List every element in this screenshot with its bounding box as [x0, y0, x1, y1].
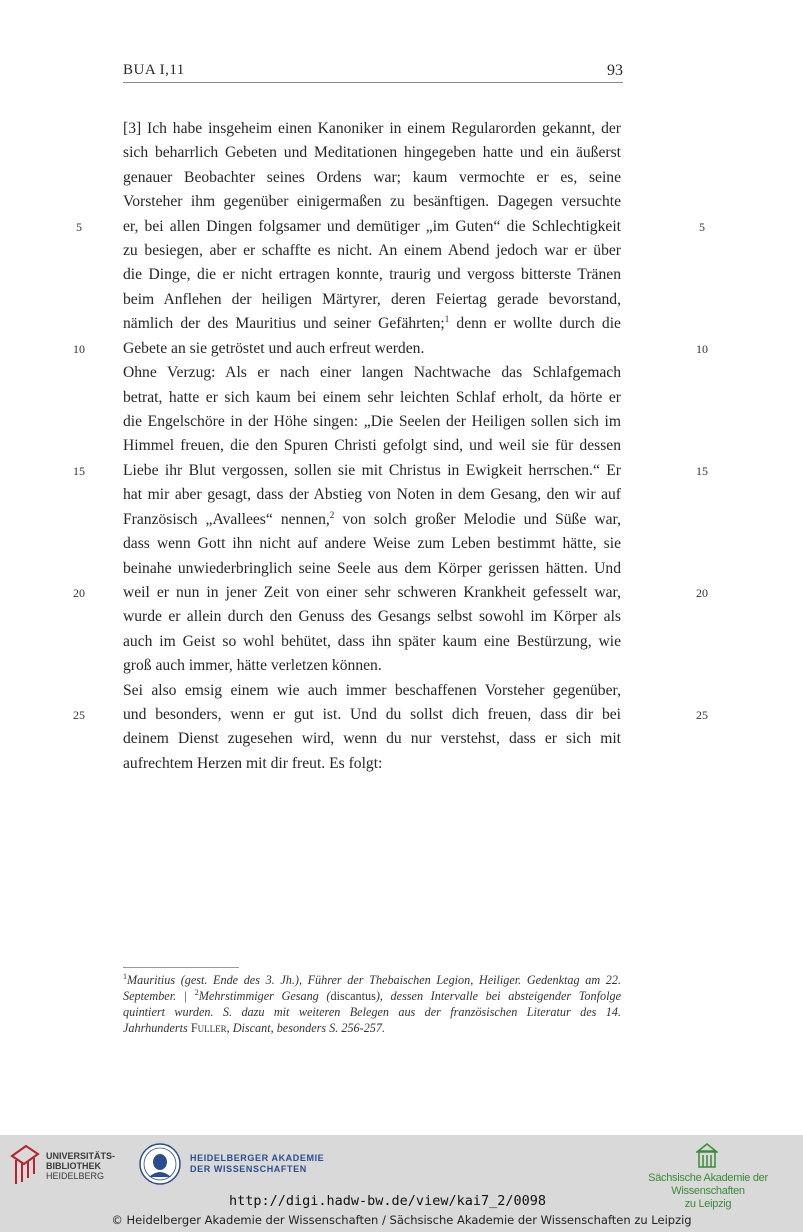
heidelberg-academy-name[interactable] — [190, 1153, 324, 1175]
text-line: auch im Geist so wohl behütet, dass ihn später kaum eine Bestürzung, wie — [123, 633, 621, 650]
footnote-term: discantus — [330, 989, 376, 1003]
running-head-title: BUA I,11 — [123, 62, 185, 78]
text-segment: von solch großer Melodie und Süße war, — [342, 511, 621, 528]
line-number: 5 — [699, 220, 705, 234]
text-line: sich beharrlich Gebeten und Meditationen hingegeben hatte und ein äußerst — [123, 144, 621, 161]
text-line: groß auch immer, hätte verletzen können. — [123, 657, 382, 674]
text-line: weil er nun in jener Zeit von einer sehr schweren Krankheit gefesselt war, — [123, 584, 621, 601]
line-number: 25 — [696, 708, 708, 722]
text-segment: denn er wollte durch die — [456, 315, 621, 332]
line-number: 20 — [696, 586, 708, 600]
text-line: die Engelschöre in der Höhe singen: „Die Seelen der Heiligen sollen sich im — [123, 413, 621, 430]
footnote-text: September. | — [123, 989, 188, 1003]
text-line: Gebete an sie getröstet und auch erfreut werden. — [123, 340, 425, 357]
text-segment: Französisch „Avallees“ nennen, — [123, 511, 330, 528]
text-line: wurde er allein durch den Genuss des Gesangs selbst sowohl im Körper als — [123, 608, 621, 625]
text-line: aufrechtem Herzen mit dir freut. Es folgt: — [123, 755, 383, 772]
line-number: 20 — [73, 586, 85, 600]
ub-line: BIBLIOTHEK — [46, 1161, 101, 1171]
footnote-text: ), dessen Intervalle bei absteigender Tonfolge — [375, 989, 621, 1003]
footnote-line: quintiert wurden. S. dazu mit weiteren Belegen aus der französischen Literatur des 14. — [123, 1005, 621, 1019]
footnote-author: Fuller — [190, 1021, 227, 1035]
hawk-line: DER WISSENSCHAFTEN — [190, 1164, 307, 1174]
text-line: Himmel freuen, die den Spuren Christi gefolgt sind, und weil sie für dessen — [123, 437, 621, 454]
page-number: 93 — [607, 62, 623, 79]
footnote-ref[interactable]: 2 — [329, 510, 335, 520]
hawk-line: HEIDELBERGER AKADEMIE — [190, 1153, 325, 1163]
text-line: die Dinge, die er nicht ertragen konnte, traurig und vergoss bitterste Tränen — [123, 266, 621, 283]
text-line: Ohne Verzug: Als er nach einer langen Nachtwache das Schlafgemach — [123, 364, 621, 381]
footnote-text: , Discant, besonders S. 256-257. — [226, 1021, 386, 1035]
text-line: deinem Dienst zugesehen wird, wenn du nur verstehst, dass er sich mit — [123, 730, 621, 747]
saxon-academy-building-icon[interactable] — [696, 1143, 718, 1169]
text-segment: nämlich der des Mauritius und seiner Gefährten; — [123, 315, 445, 332]
university-library-logo-icon[interactable] — [10, 1144, 40, 1186]
footnote-marker: 2 — [194, 988, 199, 997]
text-line: Vorsteher ihm gegenüber einigermaßen zu besänftigen. Dagegen versuchte — [123, 193, 621, 210]
footnote-line — [123, 1020, 621, 1036]
text-line: betrat, hatte er sich kaum bei einem sehr leichten Schlaf erholt, da hörte er — [123, 389, 621, 406]
footnote-line — [123, 972, 621, 988]
text-line: beim Anflehen der heiligen Märtyrer, deren Feiertag gerade bevorstand, — [123, 291, 621, 308]
text-line: zu besiegen, aber er schaffte es nicht. An einem Abend jedoch war er über — [123, 242, 621, 259]
text-line: und besonders, wenn er gut ist. Und du sollst dich freuen, dass dir bei — [123, 706, 621, 723]
copyright-notice: © Heidelberger Akademie der Wissenschaften / Sächsische Akademie der Wissenschaften zu Leipzig — [111, 1213, 692, 1227]
text-line: genauer Beobachter seines Ordens war; kaum vermochte er es, seine — [123, 169, 621, 186]
text-line: beinahe unwiederbringlich seine Seele aus dem Körper gerissen hätten. Und — [123, 560, 621, 577]
footnote-text: Mehrstimmiger Gesang ( — [198, 989, 331, 1003]
header-rule — [123, 82, 623, 83]
text-line: Sei also emsig einem wie auch immer beschaffenen Vorsteher gegenüber, — [123, 682, 621, 699]
text-line: hat mir aber gesagt, dass der Abstieg von Noten in dem Gesang, den wir auf — [123, 486, 621, 503]
footnote-text: Mauritius (gest. Ende des 3. Jh.), Führer der Thebaischen Legion, Heiliger. Gedenktag am 22. — [127, 973, 621, 987]
academy-seal-icon[interactable] — [139, 1143, 181, 1185]
text-line: Liebe ihr Blut vergossen, sollen sie mit Christus in Ewigkeit herrschen.“ Er — [123, 462, 621, 479]
running-head — [123, 60, 623, 80]
text-line: [3] Ich habe insgeheim einen Kanoniker in einem Regularorden gekannt, der — [123, 120, 621, 137]
text-line — [123, 508, 621, 532]
ub-line: HEIDELBERG — [46, 1171, 105, 1181]
line-number: 25 — [73, 708, 85, 722]
line-number: 10 — [696, 342, 708, 356]
footnote-marker: 1 — [123, 972, 127, 981]
footnote-ref[interactable]: 1 — [444, 314, 450, 324]
line-number: 10 — [73, 342, 85, 356]
saw-line: Sächsische Akademie der Wissenschaften — [648, 1172, 768, 1197]
footnote-rule — [123, 967, 239, 968]
university-library-name[interactable] — [46, 1151, 115, 1181]
line-number: 5 — [76, 220, 82, 234]
saw-line: zu Leipzig — [684, 1198, 732, 1210]
ub-line: UNIVERSITÄTS- — [46, 1151, 116, 1161]
line-number: 15 — [696, 464, 708, 478]
text-line — [123, 312, 621, 336]
permalink-url[interactable]: http://digi.hadw-bw.de/view/kai7_2/0098 — [229, 1193, 546, 1209]
line-number: 15 — [73, 464, 85, 478]
footnote-line — [123, 988, 621, 1004]
footnote-text: Jahrhunderts — [123, 1021, 188, 1035]
text-line: dass wenn Gott ihn nicht auf andere Weise zum Leben bestimmt hätte, sie — [123, 535, 621, 552]
text-line: er, bei allen Dingen folgsamer und demütiger „im Guten“ die Schlechtigkeit — [123, 218, 621, 235]
